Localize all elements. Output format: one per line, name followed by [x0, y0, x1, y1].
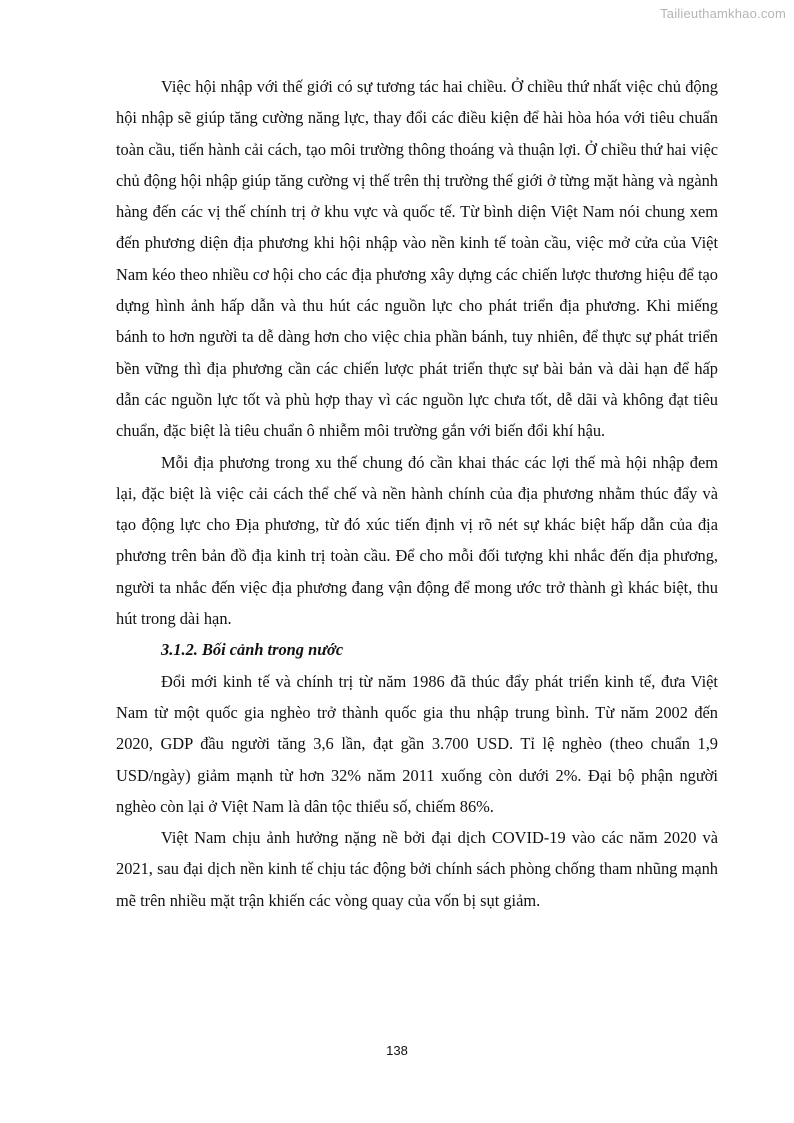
paragraph-covid-impact: Việt Nam chịu ảnh hưởng nặng nề bởi đại dịch COVID-19 vào các năm 2020 và 2021, sau đại dịch nền kinh tế chịu tác động bởi chính sách phòng chống tham nhũng mạnh mẽ trên nhiều mặt trận khiến các vòng quay của vốn bị sụt giảm.	[116, 828, 718, 910]
section-heading: 3.1.2. Bối cảnh trong nước	[161, 640, 344, 660]
watermark-text: Tailieuthamkhao.com	[660, 6, 786, 21]
paragraph-economic-reform: Đổi mới kinh tế và chính trị từ năm 1986 đã thúc đẩy phát triển kinh tế, đưa Việt Nam từ một quốc gia nghèo trở thành quốc gia thu nhập trung bình. Từ năm 2002 đến 2020, GDP đầu người tăng 3,6 lần, đạt gần 3.700 USD. Tỉ lệ nghèo (theo chuẩn 1,9 USD/ngày) giảm mạnh từ hơn 32% năm 2011 xuống còn dưới 2%. Đại bộ phận người nghèo còn lại ở Việt Nam là dân tộc thiểu số, chiếm 86%.	[116, 671, 718, 816]
page-number: 138	[386, 1043, 408, 1058]
paragraph-integration: Việc hội nhập với thế giới có sự tương tác hai chiều. Ở chiều thứ nhất việc chủ động hội nhập sẽ giúp tăng cường năng lực, thay đổi các điều kiện để hài hòa hóa với tiêu chuẩn toàn cầu, tiến hành cải cách, tạo môi trường thông thoáng và thuận lợi. Ở chiều thứ hai việc chủ động hội nhập giúp tăng cường vị thế trên thị trường thế giới ở từng mặt hàng và ngành hàng đến các vị thế chính trị ở khu vực và quốc tế. Từ bình diện Việt Nam nói chung xem đến phương diện địa phương khi hội nhập vào nền kinh tế toàn cầu, việc mở cửa của Việt Nam kéo theo nhiều cơ hội cho các địa phương xây dựng các chiến lược thương hiệu để tạo dựng hình ảnh hấp dẫn và thu hút các nguồn lực cho phát triển địa phương. Khi miếng bánh to hơn người ta dễ dàng hơn cho việc chia phần bánh, tuy nhiên, để thực sự phát triển bền vững thì địa phương cần các chiến lược phát triển thực sự bài bản và dài hạn để hấp dẫn các nguồn lực tốt và phù hợp thay vì các nguồn lực chưa tốt, dễ dãi và không đạt tiêu chuẩn, đặc biệt là tiêu chuẩn ô nhiễm môi trường gắn với biến đổi khí hậu.	[116, 77, 718, 441]
document-body	[116, 71, 718, 916]
paragraph-local-advantages: Mỗi địa phương trong xu thế chung đó cần khai thác các lợi thế mà hội nhập đem lại, đặc biệt là việc cải cách thể chế và nền hành chính của địa phương nhằm thúc đẩy và tạo động lực cho Địa phương, từ đó xúc tiến định vị rõ nét sự khác biệt hấp dẫn của địa phương trên bản đồ địa kinh trị toàn cầu. Để cho mỗi đối tượng khi nhắc đến địa phương, người ta nhắc đến việc địa phương đang vận động để mong ước trở thành gì khác biệt, thu hút trong dài hạn.	[116, 452, 718, 629]
